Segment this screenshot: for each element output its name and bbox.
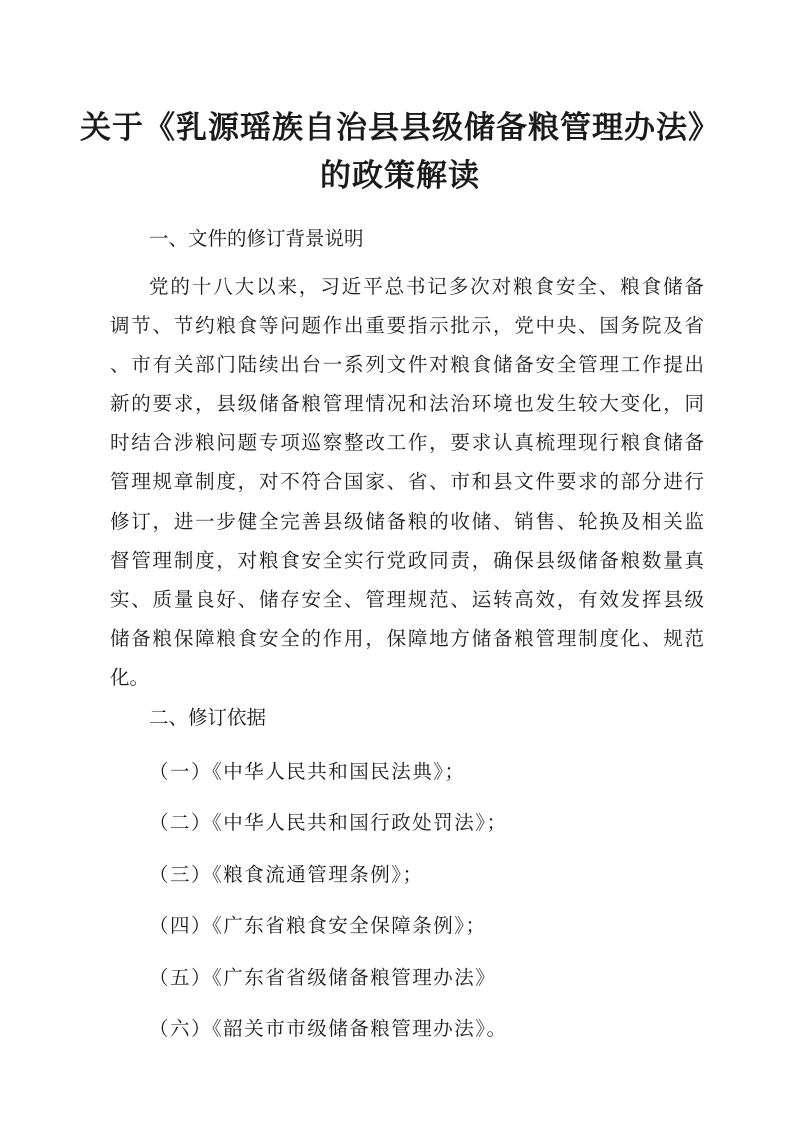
paragraph-line: 修订，进一步健全完善县级储备粮的收储、销售、轮换及相关监	[110, 509, 704, 533]
basis-list-item: （五）《广东省省级储备粮管理办法》	[149, 966, 497, 989]
paragraph-line: 化。	[110, 665, 150, 689]
paragraph-line: 新的要求，县级储备粮管理情况和法治环境也发生较大变化，同	[110, 392, 704, 416]
basis-list-item: （二）《中华人民共和国行政处罚法》；	[149, 811, 508, 834]
document-title-line-1: 关于《乳源瑶族自治县县级储备粮管理办法》	[80, 110, 720, 146]
basis-list-item: （三）《粮食流通管理条例》；	[149, 863, 424, 886]
paragraph-line: 管理规章制度，对不符合国家、省、市和县文件要求的部分进行	[110, 470, 704, 494]
paragraph-line: 调节、节约粮食等问题作出重要指示批示，党中央、国务院及省	[110, 314, 704, 338]
paragraph-line: 时结合涉粮问题专项巡察整改工作，要求认真梳理现行粮食储备	[110, 431, 704, 455]
document-title-line-2: 的政策解读	[320, 158, 480, 194]
paragraph-line: 实、质量良好、储存安全、管理规范、运转高效，有效发挥县级	[110, 587, 704, 611]
paragraph-line: 、市有关部门陆续出台一系列文件对粮食储备安全管理工作提出	[110, 353, 704, 377]
basis-list-item: （四）《广东省粮食安全保障条例》；	[149, 914, 487, 937]
paragraph-line: 储备粮保障粮食安全的作用，保障地方储备粮管理制度化、规范	[110, 626, 704, 650]
basis-list-item: （一）《中华人民共和国民法典》；	[149, 760, 466, 783]
paragraph-line: 督管理制度，对粮食安全实行党政同责，确保县级储备粮数量真	[110, 548, 704, 572]
section-2-heading: 二、修订依据	[149, 706, 267, 729]
section-1-paragraph	[110, 267, 704, 697]
section-1-heading: 一、文件的修订背景说明	[149, 227, 364, 250]
basis-list-item: （六）《韶关市市级储备粮管理办法》。	[149, 1017, 508, 1040]
paragraph-line: 党的十八大以来，习近平总书记多次对粮食安全、粮食储备	[149, 275, 704, 298]
